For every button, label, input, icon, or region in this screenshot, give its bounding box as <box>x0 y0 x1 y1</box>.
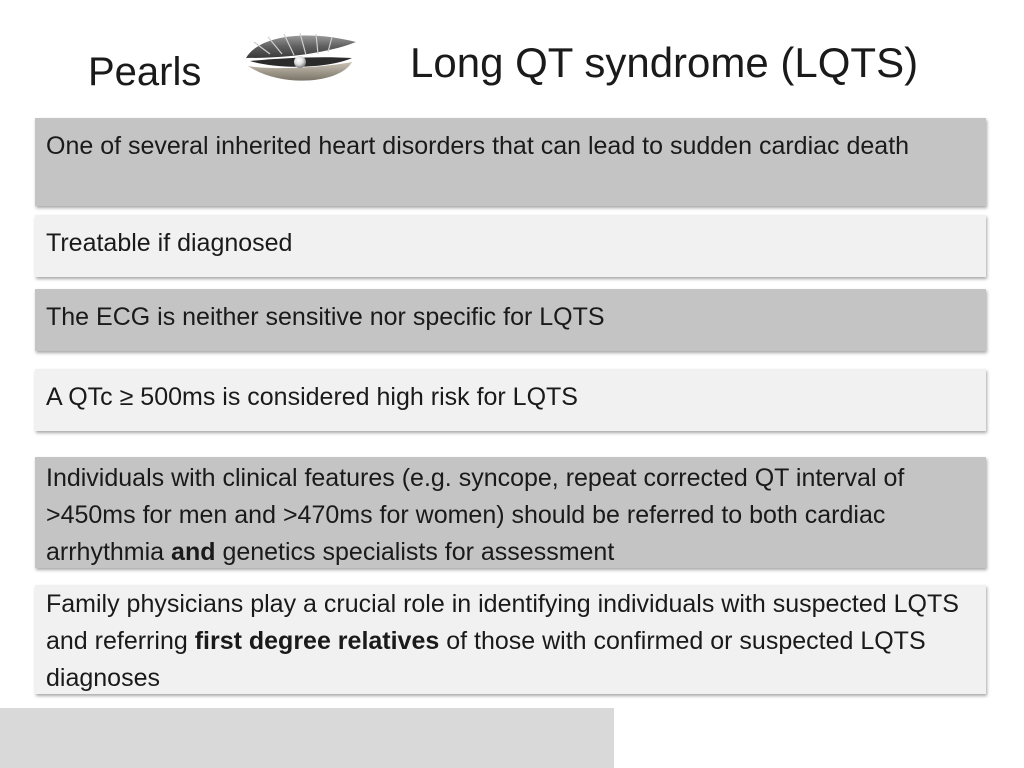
pearl-item-text: genetics specialists for assessment <box>215 538 615 566</box>
pearl-item-6 <box>35 585 986 694</box>
pearl-item-text: Individuals with clinical features (e.g. syncope, repeat corrected QT interval of >450ms for men and >470ms for women) should be referred to both cardiac arrhythmia <box>46 464 905 566</box>
pearl-item-text: A QTc ≥ 500ms is considered high risk for LQTS <box>46 383 578 411</box>
pearl-item-text: Treatable if diagnosed <box>46 229 293 257</box>
pearl-item-2 <box>35 215 986 277</box>
pearl-item-text: of those with confirmed or suspected LQTS diagnoses <box>46 627 926 692</box>
pearl-item-1 <box>35 118 986 206</box>
pearl-oyster-icon <box>240 28 360 92</box>
pearl-item-4 <box>35 369 986 431</box>
pearl-item-emphasis: first degree relatives <box>194 627 440 655</box>
pearl-item-emphasis: and <box>171 538 216 566</box>
pearl-item-5 <box>35 457 986 568</box>
pearl-item-text: One of several inherited heart disorders that can lead to sudden cardiac death <box>46 132 910 160</box>
footer-bar <box>0 708 614 768</box>
pearls-label: Pearls <box>88 50 202 94</box>
pearl-item-text: The ECG is neither sensitive nor specific for LQTS <box>46 303 605 331</box>
pearl-item-text: Family physicians play a crucial role in identifying individuals with suspected LQTS and referring <box>46 590 959 655</box>
page-title: Long QT syndrome (LQTS) <box>410 39 919 86</box>
pearl-item-3 <box>35 289 986 351</box>
